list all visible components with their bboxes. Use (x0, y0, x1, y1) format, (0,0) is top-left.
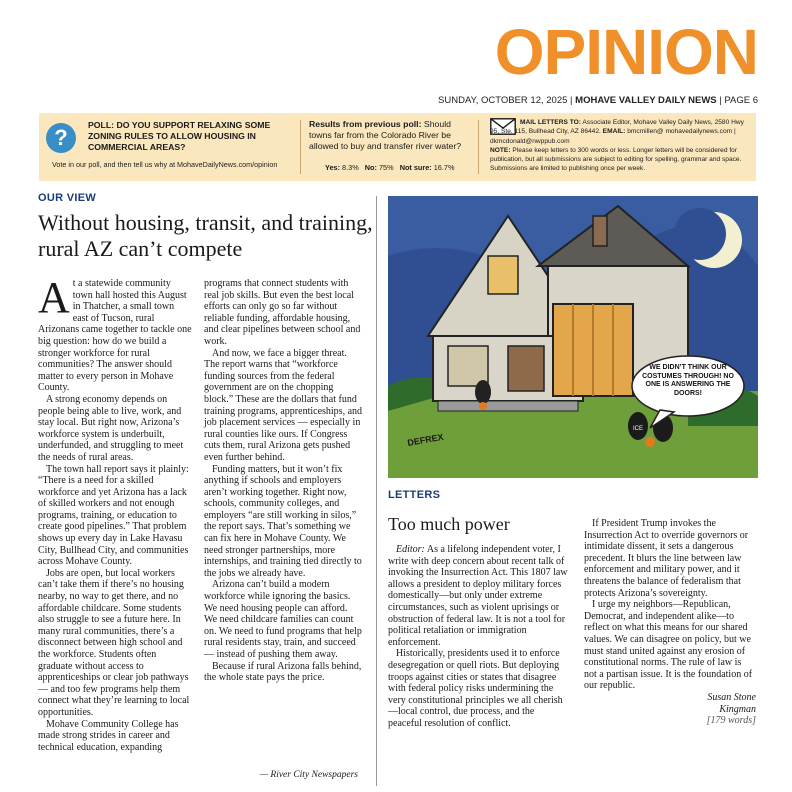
page-number: PAGE 6 (724, 95, 758, 106)
no-value: 75% (378, 163, 394, 172)
letter-word-count: [179 words] (706, 715, 756, 727)
editorial-paragraph: Arizona can’t build a modern workforce while ignoring the basics. We need housing people can afford. We need childcare families can count on. We need to fund programs that help rural residents stay, train, and succeed — instead of pushing them away. (204, 579, 362, 660)
letter-author: Susan Stone (707, 691, 756, 703)
no-label: No: (364, 163, 377, 172)
letter-paragraph (388, 544, 568, 648)
letter-headline: Too much power (388, 514, 510, 534)
letter-paragraph: Historically, presidents used it to enforce desegregation or quell riots. But deploying troops against cities or states that disagree with federal policy risks undermining the very constitutional principles we all cherish—local control, due process, and the peaceful resolution of conflict. (388, 648, 563, 729)
letter-paragraph: I urge my neighbors—Republican, Democrat, and independent alike—to reflect on what this means for our shared values. We can disagree on policy, but we must stand united against any erosion of constitutional norms. The rule of law is not a partisan issue. It is the foundation of our republic. (584, 599, 753, 692)
letter-column-1 (388, 544, 568, 730)
costumed-figure (475, 380, 491, 404)
editorial-paragraph: And now, we face a bigger threat. The report warns that “workforce funding sources from the federal government are on the chopping block.” These are the dollars that fund training programs, apprenticeships, and job placement services — especially in rural counties like ours. If Congress cuts them, rural Arizona gets pushed even further behind. (204, 347, 363, 463)
editorial-paragraph: Mohave Community College has made strong strides in career and technical education, expanding (38, 718, 179, 753)
paragraph-text: As a lifelong independent voter, I write with deep concern about recent talk of invoking the Insurrection Act. This 1807 law allows a president to deploy military forces domestically—but only under extreme circumstances, such as violent uprisings or obstruction of federal law. It is not a tool for political retaliation or immigration enforcement. (388, 544, 568, 648)
poll-question: POLL: DO YOU SUPPORT RELAXING SOME ZONING RULES TO ALLOW HOUSING IN COMMERCIAL AREAS? (88, 120, 271, 152)
mail-address: Associate Editor, Mohave Valley Daily News, 2580 Hwy 95, Ste. 115, Bullhead City, AZ 86442. (490, 119, 744, 136)
editorial-paragraph: programs that connect students with real job skills. But even the best local efforts can only go so far without reliable funding, affordable housing, and clear pipelines between school and work. (204, 278, 361, 347)
mail-letters-info (490, 118, 752, 174)
letter-city: Kingman (719, 703, 756, 715)
editorial-paragraph: The town hall report says it plainly: “There is a need for a skilled workforce and yet Arizona has a lack of skilled workers and not enough programs, training, or education to create good pipelines.” That problem shows up every day in Lake Havasu City, Bullhead City, and communities across Mohave County. (38, 463, 189, 568)
our-view-kicker: OUR VIEW (38, 192, 97, 204)
not-sure-value: 16.7% (433, 163, 455, 172)
email-label: EMAIL: (602, 128, 626, 136)
letter-lead: Editor: (396, 544, 425, 555)
issue-date: SUNDAY, OCTOBER 12, 2025 (438, 95, 568, 106)
editorial-column-2 (204, 278, 362, 684)
mail-label: MAIL LETTERS TO: (520, 119, 581, 126)
note-label: NOTE: (490, 146, 511, 154)
not-sure-label: Not sure: (399, 163, 432, 172)
editorial-headline: Without housing, transit, and training, rural AZ can’t compete (38, 210, 373, 261)
front-door (508, 346, 544, 391)
editorial-paragraph: Funding matters, but it won’t fix anything if schools and employers aren’t working together. Right now, schools, community colleges, and employers “are still working in silos,” the report says. That’s something we can fix here in Mohave County. We need stronger partnerships, more internships, and training tied directly to the jobs we already have. (204, 463, 362, 579)
paper-name: MOHAVE VALLEY DAILY NEWS (575, 95, 717, 106)
previous-poll (309, 119, 469, 152)
speech-text: WE DIDN’T THINK OUR COSTUMES THROUGH! NO ONE IS ANSWERING THE DOORS! (642, 364, 734, 397)
letter-paragraph: If President Trump invokes the Insurrection Act to override governors or intimidate dissent, it sets a dangerous precedent. It blurs the line between law enforcement and military power, and it threatens the balance of federalism that protects Arizona’s sovereignty. (584, 518, 749, 599)
column-rule (376, 196, 377, 786)
mail-emails[interactable]: bmcmillen@ mohavedailynews.com | dkmcdonald@nwppub.com (490, 128, 736, 145)
poll-divider-2 (478, 120, 479, 174)
upper-window (488, 256, 518, 294)
previous-poll-results (325, 163, 454, 172)
previous-poll-label: Results from previous poll: (309, 119, 422, 129)
question-icon: ? (46, 123, 76, 153)
costume-label: ICE (632, 426, 644, 432)
editorial-paragraph (38, 273, 192, 394)
yes-label: Yes: (325, 163, 341, 172)
mail-note: Please keep letters to 300 words or less. Longer letters will be considered for publication, but all submissions are subject to editing for spelling, grammar and space. Submissions are limited to publishing once per week. (490, 146, 742, 173)
dateline: SUNDAY, OCTOBER 12, 2025 | MOHAVE VALLEY DAILY NEWS | PAGE 6 (438, 95, 758, 106)
previous-poll-question: Should towns far from the Colorado River be allowed to buy and transfer river water? (309, 119, 462, 151)
section-title: OPINION (494, 16, 758, 88)
poll-divider (300, 120, 301, 174)
letters-kicker: LETTERS (388, 489, 441, 501)
editorial-column-1 (38, 273, 192, 753)
editorial-signature: — River City Newspapers (259, 770, 358, 780)
editorial-paragraph: Jobs are open, but local workers can’t take them if there’s no housing nearby, no way to get there, and no affordable childcare. Some students also struggle to see a future here. In many rural communities, there’s a disconnect between high school and the workforce. Students often graduate without access to apprenticeships or clear job pathways — and too few programs help them connect what they’re learning to local opportunities. (38, 567, 190, 718)
editorial-cartoon (388, 196, 758, 478)
yes-value: 8.3% (342, 163, 359, 172)
paragraph-text: t a statewide community town hall hosted this August in Thatcher, a small town east of Tucson, rural Arizonans came together to tackle one big question: how do we build a stronger workforce for rural communities? The answer should matter to every person in Mohave County. (38, 278, 192, 394)
editorial-paragraph: Because if rural Arizona falls behind, the whole state pays the price. (204, 660, 362, 684)
artist-signature: DEFREX (406, 431, 445, 448)
poll-vote-line: Vote in our poll, and then tell us why at MohaveDailyNews.com/opinion (52, 160, 278, 169)
drop-cap: A (38, 273, 70, 322)
editorial-paragraph: A strong economy depends on people being able to live, work, and stay local. But right now, Arizona’s workforce system is underbuilt, underfunded, and struggling to meet the needs of rural areas. (38, 393, 184, 463)
letter-column-2 (584, 518, 756, 727)
